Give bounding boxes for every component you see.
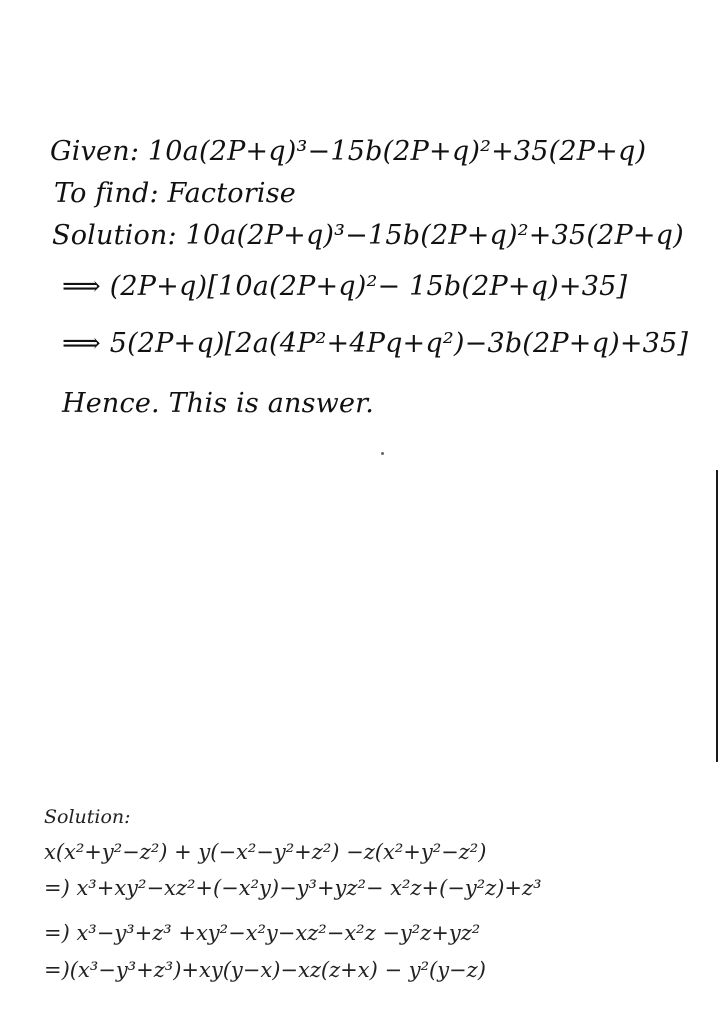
factor-step-2: ⟹ 5(2P+q)[2a(4P²+4Pq+q²)−3b(2P+q)+35] [62,328,689,359]
factor-step-1: ⟹ (2P+q)[10a(2P+q)²− 15b(2P+q)+35] [62,271,628,302]
solution-line: Solution: 10a(2P+q)³−15b(2P+q)²+35(2P+q) [52,220,684,251]
expression-line-2: =) x³+xy²−xz²+(−x²y)−y³+yz²− x²z+(−y²z)+z³ [44,876,542,900]
ink-speck [381,452,384,455]
expression-line-4: =)(x³−y³+z³)+xy(y−x)−xz(z+x) − y²(y−z) [44,958,486,982]
given-line: Given: 10a(2P+q)³−15b(2P+q)²+35(2P+q) [50,136,647,167]
to-find-line: To find: Factorise [54,178,296,209]
conclusion-line: Hence. This is answer. [62,388,375,419]
solution-label: Solution: [44,806,131,828]
expression-line-3: =) x³−y³+z³ +xy²−x²y−xz²−x²z −y²z+yz² [44,921,481,945]
expression-line-1: x(x²+y²−z²) + y(−x²−y²+z²) −z(x²+y²−z²) [44,840,487,864]
page-edge-line [716,470,718,762]
